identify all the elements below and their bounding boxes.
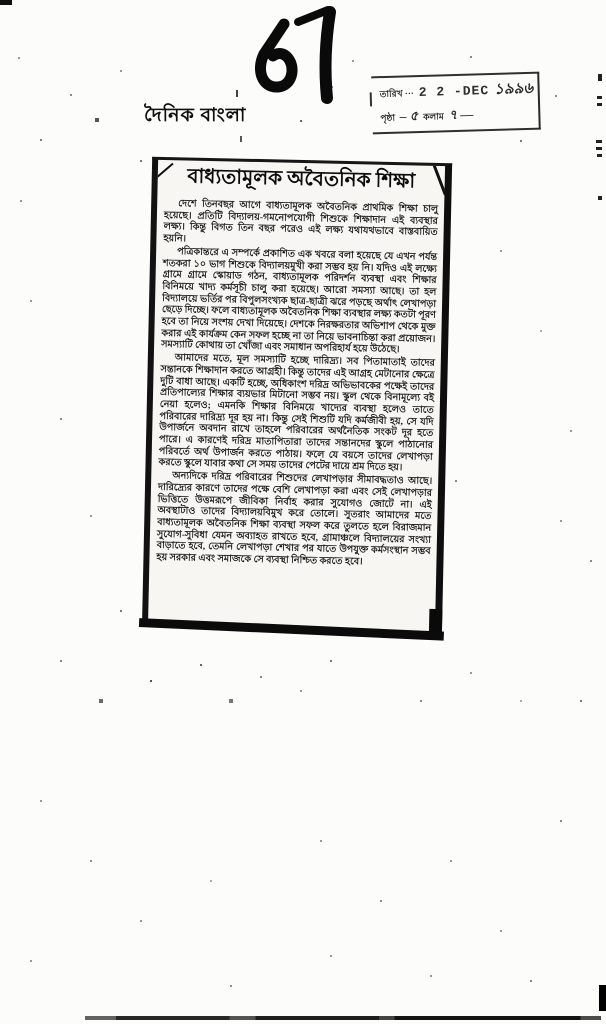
stamp-date-label: তারিখ ··· [379, 88, 414, 100]
scan-artifact-right-edge [597, 154, 602, 157]
scan-artifact-right-edge [597, 103, 602, 106]
scan-artifact-right-edge [596, 147, 602, 150]
scan-artifact-right-edge [598, 196, 602, 200]
article-paragraph: পত্রিকান্তরে এ সম্পর্কে প্রকাশিত এক খবরে বলা হয়েছে যে এখন পর্যন্ত শতকরা ১০ ভাগ শিশুকে বিদ্যালয়মুখী করা সম্ভব হয় নি। যদিও এই লক্ষ্যে গ্রামে গ্রামে স্কোয়াড গঠন, বাধ্যতামূলক পরিদর্শন ব্যবস্থা এবং শিক্ষার বিনিময়ে খাদ্য কর্মসূচী চালু করা হয়েছে। আরো সমস্যা আছে। তা হল বিদ্যালয়ে ভর্তির পর বিপুলসংখ্যক ছাত্র-ছাত্রী ঝরে পড়ছে অর্থাৎ লেখাপড়া ছেড়ে দিচ্ছে। ফলে বাধ্যতামূলক অবৈতনিক শিক্ষা ব্যবস্থার লক্ষ্য কতটা পূরণ হবে তা নিয়ে সংশয় দেখা দিয়েছে। দেশকে নিরক্ষরতার অভিশাপ থেকে মুক্ত করার এই কার্যক্রম কেন সফল হচ্ছে না তা নিয়ে ভাবনাচিন্তা করা প্রয়োজন। সমস্যাটি কোথায় তা খোঁজা এবং সমাধান অপরিহার্য হয়ে উঠেছে। [160, 246, 438, 356]
stamp-column-label: কলাম [423, 111, 444, 122]
article-headline-text: বাধ্যতামূলক অবৈতনিক শিক্ষা [187, 165, 416, 193]
stamp-page-value: – ৫ [399, 108, 419, 124]
date-stamp [371, 72, 541, 135]
scan-artifact-tick [236, 90, 238, 97]
scan-artifact-bottom-smudge [85, 1016, 601, 1020]
article-headline [157, 160, 445, 202]
masthead-title: দৈনিক বাংলা [144, 105, 247, 126]
scan-artifact-right-edge [597, 96, 602, 99]
article-paragraph: দেশে তিনবছর আগে বাধ্যতামূলক অবৈতনিক প্রাথমিক শিক্ষা চালু হয়েছে। প্রতিটি বিদ্যালয়-গমনোপযোগী শিশুকে শিক্ষাদান এই ব্যবস্থার লক্ষ্য। কিন্তু বিগত তিন বছর পরেও এই লক্ষ্য যথাযথভাবে বাস্তবায়িত হয়নি। [163, 198, 439, 245]
scan-artifact-bottom-right [599, 985, 606, 1011]
scan-artifact-slash [432, 163, 445, 196]
article-body [148, 196, 444, 618]
stamp-date-day: 2 2 -DEC [418, 83, 490, 101]
stamp-page-row [380, 104, 533, 129]
scan-artifact-right-edge [598, 74, 602, 81]
article-paragraph: আমাদের মতে, মূল সমস্যাটি হচ্ছে দারিদ্র্য। সব পিতামাতাই তাদের সন্তানকে শিক্ষাদান করতে আগ্রহী। কিন্তু তাদের এই আগ্রহ মেটানোর ক্ষেত্রে দুটি বাধা আছে। একটি হচ্ছে, অধিকাংশ দরিদ্র অভিভাবকের পক্ষেই তাদের প্রতিপাল্যের শিক্ষার ব্যয়ভার মিটানো সম্ভব নয়। স্কুল থেকে বিনামূল্যে বই নেয়া হলেও; এমনকি শিক্ষার বিনিময়ে খাদ্যের ব্যবস্থা হলেও তাতে পরিবারের দারিদ্র্য দূর হয় না। কিন্তু সেই শিশুটি যদি কর্মজীবী হয়, সে যদি উপার্জনে অবদান রাখে তাহলে পরিবারের অর্থনৈতিক সংকট দূর হতে পারে। এ কারণেই দরিদ্র মাতাপিতারা তাদের সন্তানদের স্কুলে পাঠানোর পরিবর্তে অর্থ উপার্জন করতে পাঠায়। ফলে যে বয়সে তাদের লেখাপড়া করতে স্কুলে যাবার কথা সে সময় তাদের পেটের দায়ে শ্রম দিতে হয়। [158, 352, 435, 474]
clipping-bottom-rule [139, 618, 444, 641]
article-paragraph: অন্যদিকে দরিদ্র পরিবারের শিশুদের লেখাপড়ার সীমাবদ্ধতাও আছে। দারিদ্র্যের কারণে তাদের পক্ষে বেশি লেখাপড়া করা এবং সেই লেখাপড়ার ভিত্তিতে উত্তমরূপে জীবিকা নির্বাহ করার সুযোগও জোটে না। এই অবস্থাটাও তাদের বিদ্যালয়বিমুখ করে তোলে। সুতরাং আমাদের মতে বাধ্যতামূলক অবৈতনিক শিক্ষা ব্যবস্থা সফল করে তুলতে হলে বিরাজমান সুযোগ-সুবিধা যেমন অব্যাহত রাখতে হবে, গ্রামাঞ্চলে বিদ্যালয়ের সংখ্যা বাড়াতে হবে, তেমনি লেখাপড়া শেখার পর যাতে উপযুক্ত কর্মসংস্থান সম্ভব হয় সরকার এবং সমাজকে সে ব্যবস্থা নিশ্চিত করতে হবে। [156, 470, 433, 568]
scan-artifact-top-left [0, 0, 12, 5]
scan-artifact-right-edge [596, 140, 602, 143]
scan-artifact-slash [157, 163, 173, 185]
stamp-column-value: ৭ — [448, 106, 474, 123]
stamp-page-label: পৃষ্ঠা [380, 112, 396, 124]
scan-artifact-tick [240, 136, 242, 142]
newspaper-clipping [142, 157, 452, 633]
stamp-left-tick [370, 92, 372, 106]
handwritten-mark [240, 2, 360, 107]
stamp-date-year: ১৯৯৬ [493, 80, 534, 98]
stamp-date-row [379, 77, 532, 106]
